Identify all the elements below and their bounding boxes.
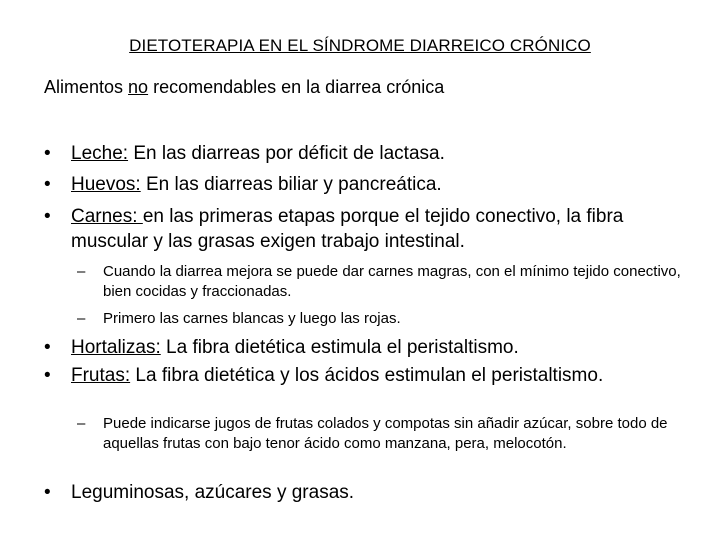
- item-label: Frutas:: [71, 365, 131, 386]
- subtitle: [44, 77, 444, 98]
- item-text: en las primeras etapas porque el tejido conectivo, la fibra muscular y las grasas exigen trabajo intestinal.: [71, 206, 624, 252]
- sub-item-carnes-orden: [77, 309, 687, 329]
- bullet-icon: •: [44, 365, 51, 386]
- sub-item-text: Cuando la diarrea mejora se puede dar carnes magras, con el mínimo tejido conectivo, bien cocidas y fraccionadas.: [103, 263, 681, 300]
- dash-icon: –: [77, 310, 86, 327]
- item-text: La fibra dietética estimula el peristaltismo.: [160, 337, 519, 358]
- bullet-icon: •: [44, 174, 51, 195]
- list-item-huevos: [44, 172, 694, 197]
- bullet-icon: •: [44, 143, 51, 164]
- sub-item-jugos: [77, 414, 687, 454]
- item-label: Carnes:: [71, 206, 143, 227]
- list-item-carnes: [44, 204, 694, 254]
- list-item-leguminosas: [44, 480, 694, 505]
- list-item-frutas: [44, 363, 694, 388]
- item-text: La fibra dietética y los ácidos estimulan el peristaltismo.: [130, 365, 604, 386]
- bullet-icon: •: [44, 482, 51, 503]
- item-label: Hortalizas:: [71, 337, 161, 358]
- sub-item-carnes-magras: [77, 262, 687, 302]
- item-text: Leguminosas, azúcares y grasas.: [71, 482, 355, 503]
- subtitle-text-start: Alimentos: [44, 77, 129, 97]
- sub-item-text: Puede indicarse jugos de frutas colados y compotas sin añadir azúcar, sobre todo de aquellas frutas con bajo tenor ácido como manzana, pera, melocotón.: [103, 415, 668, 452]
- list-item-leche: [44, 141, 694, 166]
- item-text: En las diarreas biliar y pancreática.: [140, 174, 442, 195]
- item-label: Huevos:: [71, 174, 141, 195]
- dash-icon: –: [77, 415, 86, 432]
- page-title: DIETOTERAPIA EN EL SÍNDROME DIARREICO CRÓNICO: [129, 36, 591, 55]
- dash-icon: –: [77, 263, 86, 280]
- item-label: Leche:: [71, 143, 129, 164]
- sub-item-text: Primero las carnes blancas y luego las rojas.: [103, 310, 401, 327]
- bullet-icon: •: [44, 206, 51, 227]
- list-item-hortalizas: [44, 335, 694, 360]
- item-text: En las diarreas por déficit de lactasa.: [128, 143, 445, 164]
- bullet-icon: •: [44, 337, 51, 358]
- subtitle-text-end: recomendables en la diarrea crónica: [148, 77, 445, 97]
- subtitle-underlined-word: no: [128, 77, 149, 97]
